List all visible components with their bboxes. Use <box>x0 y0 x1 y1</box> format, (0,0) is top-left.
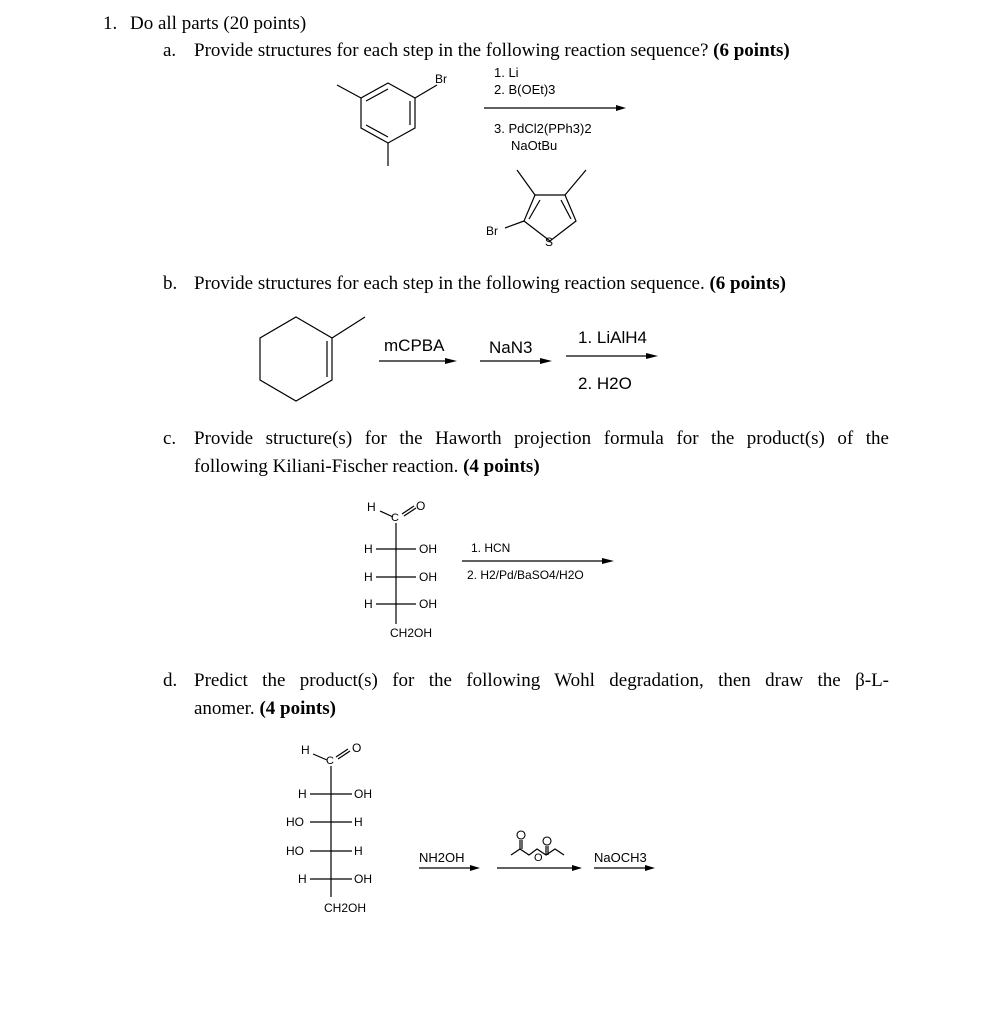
br-label-bottom: Br <box>486 224 498 238</box>
fischer-d-ho-3: HO <box>286 844 304 858</box>
reagent-hcn: 1. HCN <box>471 541 511 555</box>
fischer-d-oxygen: O <box>352 741 362 755</box>
reagent-lialh4: 1. LiAlH4 <box>578 328 647 347</box>
fischer-d-oh-4: OH <box>354 872 372 886</box>
fischer-c-h-2: H <box>364 570 373 584</box>
fischer-d-h-1: H <box>298 787 307 801</box>
part-a-step-1: 1. Li <box>494 65 519 80</box>
reagent-nan3: NaN3 <box>489 338 533 357</box>
part-c-points: (4 points) <box>463 456 540 477</box>
part-d-prompt: anomer. <box>194 698 255 719</box>
question-number: 1. <box>103 13 118 34</box>
fischer-c-h-3: H <box>364 597 373 611</box>
thiophene-structure <box>505 170 586 241</box>
fischer-d-h-4: H <box>298 872 307 886</box>
fischer-d-ch2oh: CH2OH <box>324 901 367 915</box>
fischer-c-oh-3: OH <box>419 597 437 611</box>
br-label-top: Br <box>435 72 447 86</box>
reagent-nh2oh: NH2OH <box>419 850 465 865</box>
fischer-c-carbon: C <box>391 512 399 524</box>
part-b-prompt: Provide structures for each step in the following reaction sequence. <box>194 273 705 294</box>
part-a-prompt: Provide structures for each step in the following reaction sequence? <box>194 40 709 61</box>
reagent-h2-pd: 2. H2/Pd/BaSO4/H2O <box>467 568 584 582</box>
fischer-c-oxygen: O <box>416 499 426 513</box>
part-a-step-2: 2. B(OEt)3 <box>494 82 556 97</box>
fischer-d-structure <box>310 749 352 897</box>
part-a-letter: a. <box>163 40 177 61</box>
fischer-c-oh-2: OH <box>419 570 437 584</box>
part-d-letter: d. <box>163 670 178 691</box>
part-a-points: (6 points) <box>713 40 790 61</box>
sulfur-label: S <box>545 235 554 249</box>
reagent-h2o: 2. H2O <box>578 374 632 393</box>
question-title: Do all parts (20 points) <box>130 13 307 34</box>
part-c-prompt: following Kiliani-Fischer reaction. <box>194 456 459 477</box>
part-a-step-3: 3. PdCl2(PPh3)2 <box>494 121 592 136</box>
anhydride-oxygen: O <box>534 852 543 864</box>
fischer-d-oh-1: OH <box>354 787 372 801</box>
fischer-d-h-3: H <box>354 844 363 858</box>
methylcyclohexene-structure <box>260 317 365 401</box>
fischer-d-ho-2: HO <box>286 815 304 829</box>
fischer-c-h-top: H <box>367 500 376 514</box>
aryl-bromide-structure <box>337 83 437 166</box>
part-d-points: (4 points) <box>259 698 336 719</box>
part-d-line1: Predict the product(s) for the following Wohl degradation, then draw the β-L- <box>194 670 889 691</box>
fischer-c-ch2oh: CH2OH <box>390 626 433 640</box>
part-b-letter: b. <box>163 273 178 294</box>
fischer-d-carbon: C <box>326 755 334 767</box>
fischer-d-h-top: H <box>301 743 310 757</box>
reagent-mcpba: mCPBA <box>384 336 445 355</box>
fischer-d-h-2: H <box>354 815 363 829</box>
part-c-letter: c. <box>163 428 177 449</box>
part-b-points: (6 points) <box>709 273 787 294</box>
fischer-c-h-1: H <box>364 542 373 556</box>
fischer-c-oh-1: OH <box>419 542 437 556</box>
reagent-naoch3: NaOCH3 <box>594 850 647 865</box>
part-c-line1: Provide structure(s) for the Haworth projection formula for the product(s) of the <box>194 428 889 449</box>
part-a-step-3b: NaOtBu <box>511 138 558 153</box>
